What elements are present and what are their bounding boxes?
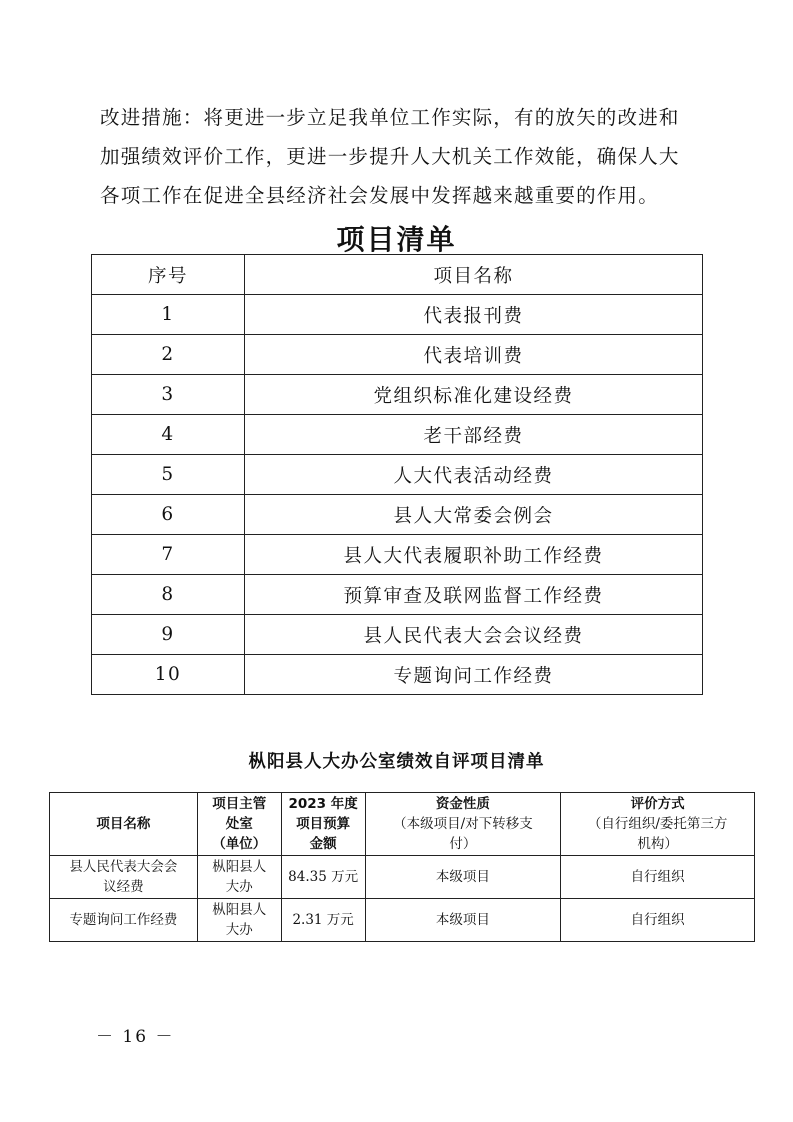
cell-line: 枞阳县人 [212, 859, 267, 875]
header-index: 序号 [92, 255, 245, 295]
cell-budget: 2.31 万元 [281, 899, 365, 942]
cell-project-name: 代表报刊费 [245, 295, 703, 335]
header-eval-method [561, 793, 755, 856]
cell-fund-nature: 本级项目 [365, 856, 561, 899]
paragraph-line: 加强绩效评价工作，更进一步提升人大机关工作效能，确保人大 [100, 145, 680, 168]
header-sub-line: （本级项目/对下转移支 [393, 816, 533, 832]
cell-department [197, 899, 281, 942]
cell-index: 8 [92, 575, 245, 615]
cell-project-name: 预算审查及联网监督工作经费 [245, 575, 703, 615]
cell-index: 10 [92, 655, 245, 695]
evaluation-list-title: 枞阳县人大办公室绩效自评项目清单 [248, 752, 545, 772]
header-fund-nature [365, 793, 561, 856]
header-line: 金额 [309, 836, 337, 852]
cell-project-name [50, 899, 198, 942]
header-line: 项目预算 [296, 816, 351, 832]
header-line: 评价方式 [630, 796, 685, 812]
paragraph-line: 改进措施：将更进一步立足我单位工作实际，有的放矢的改进和 [100, 106, 680, 129]
table-header-row [92, 255, 703, 295]
page-number: － 16 － [96, 1027, 175, 1047]
table-row [92, 335, 703, 375]
table-row [92, 535, 703, 575]
cell-line: 县人民代表大会会 [69, 859, 178, 875]
header-sub-line: （自行组织/委托第三方 [587, 816, 728, 832]
cell-line: 大办 [225, 879, 253, 895]
cell-index: 2 [92, 335, 245, 375]
cell-budget: 84.35 万元 [281, 856, 365, 899]
table-row [92, 295, 703, 335]
table-row [92, 655, 703, 695]
cell-eval-method: 自行组织 [561, 899, 755, 942]
table-row [92, 455, 703, 495]
cell-project-name: 县人大常委会例会 [245, 495, 703, 535]
cell-project-name: 专题询问工作经费 [245, 655, 703, 695]
cell-index: 5 [92, 455, 245, 495]
header-sub-line: 付） [449, 836, 477, 852]
cell-fund-nature: 本级项目 [365, 899, 561, 942]
evaluation-table [49, 792, 755, 942]
cell-project-name: 县人大代表履职补助工作经费 [245, 535, 703, 575]
header-project-name: 项目名称 [245, 255, 703, 295]
header-line: 资金性质 [435, 796, 490, 812]
header-line: 项目主管 [212, 796, 267, 812]
cell-index: 6 [92, 495, 245, 535]
cell-index: 9 [92, 615, 245, 655]
header-budget [281, 793, 365, 856]
cell-project-name: 代表培训费 [245, 335, 703, 375]
table-row [92, 615, 703, 655]
table-row [92, 375, 703, 415]
cell-department [197, 856, 281, 899]
cell-project-name: 老干部经费 [245, 415, 703, 455]
header-line: 处室 [225, 816, 253, 832]
cell-line: 大办 [225, 922, 253, 938]
table-row [92, 575, 703, 615]
cell-eval-method: 自行组织 [561, 856, 755, 899]
cell-project-name: 县人民代表大会会议经费 [245, 615, 703, 655]
header-line: 2023 年度 [288, 796, 358, 812]
header-line: （单位） [212, 836, 267, 852]
header-project-name: 项目名称 [50, 793, 198, 856]
header-department [197, 793, 281, 856]
cell-index: 4 [92, 415, 245, 455]
table-row [50, 899, 755, 942]
cell-index: 7 [92, 535, 245, 575]
project-list-table [91, 254, 703, 695]
paragraph-line: 各项工作在促进全县经济社会发展中发挥越来越重要的作用。 [100, 184, 659, 207]
cell-line: 专题询问工作经费 [69, 912, 178, 928]
header-sub-line: 机构） [637, 836, 678, 852]
table-header-row [50, 793, 755, 856]
project-list-title: 项目清单 [336, 223, 457, 256]
cell-line: 枞阳县人 [212, 902, 267, 918]
cell-line: 议经费 [103, 879, 144, 895]
cell-project-name [50, 856, 198, 899]
table-row [92, 495, 703, 535]
cell-project-name: 党组织标准化建设经费 [245, 375, 703, 415]
cell-index: 1 [92, 295, 245, 335]
cell-index: 3 [92, 375, 245, 415]
table-row [92, 415, 703, 455]
table-row [50, 856, 755, 899]
body-paragraph [100, 98, 700, 215]
cell-project-name: 人大代表活动经费 [245, 455, 703, 495]
